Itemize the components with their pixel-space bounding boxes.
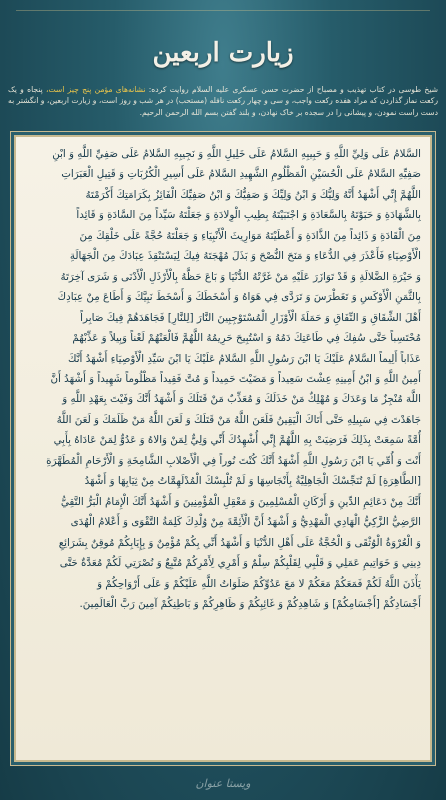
text-line: صَفِيِّهِ السَّلامُ عَلَى الْحُسَيْنِ الْمَظْلُومِ الشَّهِيدِ السَّلامُ عَلَى أَسِيرِ الْكُرُبَاتِ وَ قَتِيلِ الْعَبَرَاتِ bbox=[61, 168, 421, 181]
ziyarat-text bbox=[25, 144, 421, 754]
ziyarat-text-panel bbox=[14, 135, 432, 762]
text-line: [الطَّاهِرَةِ] لَمْ تُنَجِّسْكَ الْجَاهِلِيَّةُ بِأَنْجَاسِهَا وَ لَمْ تُلْبِسْكَ الْمُدْلَهِمَّاتُ مِنْ ثِيَابِهَا وَ أَشْهَدُ bbox=[84, 475, 421, 488]
text-line: الْأَوْصِيَاءِ فَأَعْذَرَ فِي الدُّعَاءِ وَ مَنَحَ النُّصْحَ وَ بَذَلَ مُهْجَتَهُ فِيكَ لِيَسْتَنْقِذَ عِبَادَكَ مِنَ الْجَهَالَةِ bbox=[69, 250, 421, 263]
intro-text-end: پنجاه و یک رکعت نماز گذاردن که مراد هفده رکعت واجب، و سی و چهار رکعت نافله (مستحب) در هر شب و روز است، و زیارت اربعین، و انگشتر به دست راست نمودن، و پیشانی را در سجده بر خاک نهادن، و بلند گفتن بسم الله الرحمن الرحیم. bbox=[8, 85, 438, 117]
text-line: أَمِينُ اللَّهِ وَ ابْنُ أَمِينِهِ عِشْتَ سَعِيداً وَ مَضَيْتَ حَمِيداً وَ مُتَّ فَقِيداً مَظْلُوماً شَهِيداً وَ أَشْهَدُ أَنَّ bbox=[50, 372, 421, 385]
text-line: وَ الْعُرْوَةُ الْوُثْقَى وَ الْحُجَّةُ عَلَى أَهْلِ الدُّنْيَا وَ أَشْهَدُ أَنِّي بِكُمْ مُؤْمِنٌ وَ بِإِيَابِكُمْ مُوقِنٌ بِشَرَائِعِ bbox=[58, 536, 421, 549]
text-line: بِالشَّهَادَةِ وَ حَبَوْتَهُ بِالسَّعَادَةِ وَ اجْتَبَيْتَهُ بِطِيبِ الْوِلادَةِ وَ جَعَلْتَهُ سَيِّداً مِنَ السَّادَةِ وَ قَائِداً bbox=[76, 209, 421, 222]
text-line: وَ حَيْرَةِ الضَّلالَةِ وَ قَدْ تَوَازَرَ عَلَيْهِ مَنْ غَرَّتْهُ الدُّنْيَا وَ بَاعَ حَظَّهُ بِالْأَرْذَلِ الْأَدْنَى وَ شَرَى آخِرَتَهُ bbox=[60, 270, 421, 283]
signature-watermark: ویستا عنوان bbox=[195, 777, 251, 790]
page-title: زیارت اربعین bbox=[152, 38, 294, 68]
intro-text-start: شیخ طوسی در کتاب تهذیب و مصباح از حضرت حسن عسکری علیه السلام روایت کرده: bbox=[145, 85, 438, 94]
text-line: أَجْسَادِكُمْ [أَجْسَامِكُمْ] وَ شَاهِدِكُمْ وَ غَائِبِكُمْ وَ ظَاهِرِكُمْ وَ بَاطِنِكُمْ آمِينَ رَبَّ الْعَالَمِينَ. bbox=[79, 597, 421, 610]
text-line: أَنْتَ وَ أُمِّي يَا ابْنَ رَسُولِ اللَّهِ أَشْهَدُ أَنَّكَ كُنْتَ نُوراً فِي الْأَصْلابِ الشَّامِخَةِ وَ الْأَرْحَامِ الْمُطَهَّرَةِ bbox=[46, 454, 421, 467]
text-line: دِينِي وَ خَوَاتِيمِ عَمَلِي وَ قَلْبِي لِقَلْبِكُمْ سِلْمٌ وَ أَمْرِي لِأَمْرِكُمْ مُتَّبِعٌ وَ نُصْرَتِي لَكُمْ مُعَدَّةٌ حَتَّى bbox=[59, 557, 421, 570]
intro-highlight: نشانه‌های مؤمن پنج چیز است، bbox=[46, 85, 146, 94]
text-line: السَّلامُ عَلَى وَلِيِّ اللَّهِ وَ حَبِيبِهِ السَّلامُ عَلَى خَلِيلِ اللَّهِ وَ نَجِيبِهِ السَّلامُ عَلَى صَفِيِّ اللَّهِ وَ ابْنِ bbox=[52, 148, 421, 160]
text-line: يَأْذَنَ اللَّهُ لَكُمْ فَمَعَكُمْ مَعَكُمْ لا مَعَ عَدُوِّكُمْ صَلَوَاتُ اللَّهِ عَلَيْكُمْ وَ عَلَى أَرْوَاحِكُمْ وَ bbox=[97, 577, 421, 590]
text-line: اللَّهَ مُنْجِزٌ مَا وَعَدَكَ وَ مُهْلِكٌ مَنْ خَذَلَكَ وَ مُعَذِّبٌ مَنْ قَتَلَكَ وَ أَشْهَدُ أَنَّكَ وَفَيْتَ بِعَهْدِ اللَّهِ وَ bbox=[62, 393, 421, 406]
text-line: أَهْلَ الشِّقَاقِ وَ النِّفَاقِ وَ حَمَلَةَ الْأَوْزَارِ الْمُسْتَوْجِبِينَ النَّارَ [لِلنَّارِ] فَجَاهَدَهُمْ فِيكَ صَابِراً bbox=[80, 311, 421, 324]
text-line: مِنَ الْقَادَةِ وَ ذَائِداً مِنَ الذَّادَةِ وَ أَعْطَيْتَهُ مَوَارِيثَ الْأَنْبِيَاءِ وَ جَعَلْتَهُ حُجَّةً عَلَى خَلْقِكَ مِنَ bbox=[79, 229, 421, 242]
text-line: جَاهَدْتَ فِي سَبِيلِهِ حَتَّى أَتَاكَ الْيَقِينُ فَلَعَنَ اللَّهُ مَنْ قَتَلَكَ وَ لَعَنَ اللَّهُ مَنْ ظَلَمَكَ وَ لَعَنَ اللَّهُ bbox=[56, 413, 421, 426]
text-line: أُمَّةً سَمِعَتْ بِذَلِكَ فَرَضِيَتْ بِهِ اللَّهُمَّ إِنِّي أُشْهِدُكَ أَنِّي وَلِيٌّ لِمَنْ وَالاهُ وَ عَدُوٌّ لِمَنْ عَادَاهُ بِأَبِي bbox=[53, 434, 421, 447]
text-line: الرَّضِيُّ الزَّكِيُّ الْهَادِي الْمَهْدِيُّ وَ أَشْهَدُ أَنَّ الْأَئِمَّةَ مِنْ وُلْدِكَ كَلِمَةُ التَّقْوَى وَ أَعْلامُ الْهُدَى bbox=[70, 516, 421, 529]
text-line: بِالثَّمَنِ الْأَوْكَسِ وَ تَغَطْرَسَ وَ تَرَدَّى فِي هَوَاهُ وَ أَسْخَطَكَ وَ أَسْخَطَ نَبِيَّكَ وَ أَطَاعَ مِنْ عِبَادِكَ bbox=[57, 291, 421, 304]
text-line: عَذَاباً أَلِيماً السَّلامُ عَلَيْكَ يَا ابْنَ رَسُولِ اللَّهِ السَّلامُ عَلَيْكَ يَا ابْنَ سَيِّدِ الْأَوْصِيَاءِ أَشْهَدُ أَنَّكَ bbox=[68, 352, 421, 365]
text-line: أَنَّكَ مِنْ دَعَائِمِ الدِّينِ وَ أَرْكَانِ الْمُسْلِمِينَ وَ مَعْقِلِ الْمُؤْمِنِينَ وَ أَشْهَدُ أَنَّكَ الْإِمَامُ الْبَرُّ التَّقِيُّ bbox=[60, 495, 421, 508]
text-line: اللَّهُمَّ إِنِّي أَشْهَدُ أَنَّهُ وَلِيُّكَ وَ ابْنُ وَلِيِّكَ وَ صَفِيُّكَ وَ ابْنُ صَفِيِّكَ الْفَائِزُ بِكَرَامَتِكَ أَكْرَمْتَهُ bbox=[85, 188, 421, 201]
intro-text bbox=[8, 84, 438, 130]
text-line: مُحْتَسِباً حَتَّى سُفِكَ فِي طَاعَتِكَ دَمُهُ وَ اسْتُبِيحَ حَرِيمُهُ اللَّهُمَّ فَالْعَنْهُمْ لَعْناً وَبِيلاً وَ عَذِّبْهُمْ bbox=[72, 332, 421, 345]
